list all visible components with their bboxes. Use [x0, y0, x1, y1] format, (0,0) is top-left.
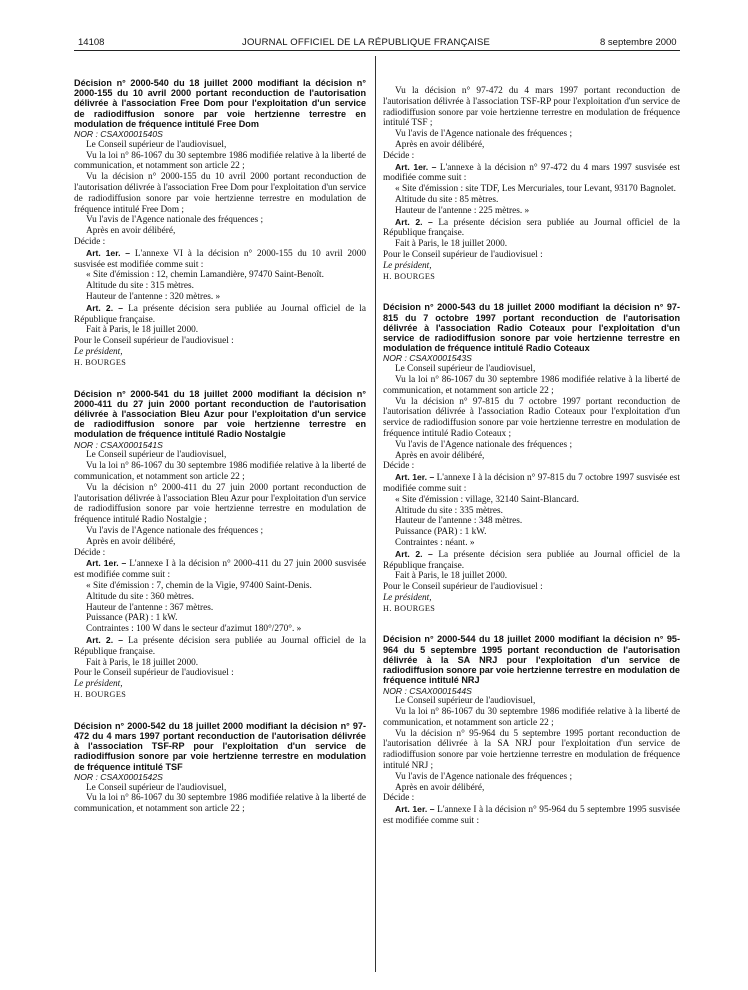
signature-name: H. BOURGES — [74, 357, 127, 367]
left-column — [74, 78, 366, 815]
signature-name: H. BOURGES — [74, 689, 127, 699]
annex-line: Puissance (PAR) : 1 kW. — [395, 527, 487, 538]
annex-line: « Site d'émission : site TDF, Les Mercuriales, tour Levant, 93170 Bagnolet. — [395, 184, 676, 195]
signature-name: H. BOURGES — [383, 271, 436, 281]
right-column — [383, 86, 680, 827]
decision-title: Décision n° 2000-544 du 18 juillet 2000 modifiant la décision n° 95-964 du 5 septembre 1995 portant reconduction de l'autorisation délivrée à la SA NRJ pour l'exploitation d'un service de radiodiffusion sonore par voie hertzienne terrestre en modulation de fréquence intitulé NRJ — [383, 634, 680, 686]
article-label: Art. 1er. – — [86, 247, 131, 258]
paragraph: Vu la loi n° 86-1067 du 30 septembre 1986 modifiée relative à la liberté de communication, et notamment son article 22 ; — [383, 374, 680, 396]
article-label: Art. 1er. – — [395, 161, 437, 172]
article-text: L'annexe à la décision n° 97-472 du 4 mars 1997 susvisée est modifiée comme suit : — [383, 162, 680, 184]
paragraph: Le Conseil supérieur de l'audiovisuel, — [395, 364, 536, 375]
paragraph: Vu l'avis de l'Agence nationale des fréquences ; — [86, 215, 264, 226]
decision-title: Décision n° 2000-541 du 18 juillet 2000 modifiant la décision n° 2000-411 du 27 juin 2000 portant reconduction de l'autorisation délivrée à l'association Bleu Azur pour l'exploitation d'un service de radiodiffusion sonore par voie hertzienne terrestre en modulation de fréquence intitulé Radio Nostalgie — [74, 388, 366, 440]
decision-2000-541 — [74, 389, 366, 701]
article-1 — [74, 558, 366, 581]
signature-date: Fait à Paris, le 18 juillet 2000. — [86, 657, 199, 668]
paragraph: Vu l'avis de l'Agence nationale des fréquences ; — [395, 129, 573, 140]
article-label: Art. 1er. – — [395, 472, 435, 483]
paragraph: Le Conseil supérieur de l'audiovisuel, — [86, 450, 227, 461]
signature-date: Fait à Paris, le 18 juillet 2000. — [395, 239, 508, 250]
paragraph: Vu l'avis de l'Agence nationale des fréquences ; — [395, 771, 573, 782]
paragraph: Le Conseil supérieur de l'audiovisuel, — [86, 782, 227, 793]
article-1 — [74, 248, 366, 271]
signature-authority: Pour le Conseil supérieur de l'audiovisuel : — [74, 668, 234, 679]
annex-line: « Site d'émission : 12, chemin Lamandière, 97470 Saint-Benoît. — [86, 270, 324, 281]
paragraph: Vu la décision n° 2000-155 du 10 avril 2000 portant reconduction de l'autorisation délivrée à l'association Free Dom pour l'exploitation d'un service de radiodiffusion sonore par voie hertzienne terrestre en modulation de fréquence intitulé Free Dom ; — [74, 172, 366, 215]
annex-line: Contraintes : 100 W dans le secteur d'azimut 180°/270°. » — [86, 624, 302, 635]
decision-2000-544 — [383, 634, 680, 826]
article-text: L'annexe I à la décision n° 95-964 du 5 septembre 1995 susvisée est modifiée comme suit : — [383, 805, 681, 827]
article-label: Art. 1er. – — [86, 558, 127, 569]
signature-authority: Pour le Conseil supérieur de l'audiovisuel : — [383, 249, 543, 260]
annex-line: Altitude du site : 85 mètres. — [395, 194, 499, 205]
nor-reference: NOR : CSAX0001542S — [74, 771, 163, 782]
article-label: Art. 2. – — [86, 302, 123, 313]
signature-date: Fait à Paris, le 18 juillet 2000. — [86, 325, 199, 336]
decision-2000-540 — [74, 78, 366, 369]
paragraph: Vu la loi n° 86-1067 du 30 septembre 1986 modifiée relative à la liberté de communication, et notamment son article 22 ; — [74, 150, 366, 172]
paragraph: Vu la loi n° 86-1067 du 30 septembre 1986 modifiée relative à la liberté de communication, et notamment son article 22 ; — [74, 461, 366, 482]
paragraph: Après en avoir délibéré, — [86, 226, 176, 237]
article-1 — [383, 472, 680, 495]
annex-line: Hauteur de l'antenne : 348 mètres. — [395, 516, 523, 527]
signature-role: Le président, — [74, 679, 123, 690]
paragraph: Le Conseil supérieur de l'audiovisuel, — [395, 696, 536, 707]
paragraph: Après en avoir délibéré, — [395, 450, 485, 461]
paragraph: Vu la décision n° 97-472 du 4 mars 1997 portant reconduction de l'autorisation délivrée à l'association TSF-RP pour l'exploitation d'un service de radiodiffusion sonore par voie hertzienne terrestre en modulation de fréquence intitulé TSF ; — [383, 86, 680, 129]
paragraph: Vu la loi n° 86-1067 du 30 septembre 1986 modifiée relative à la liberté de communication, et notamment son article 22 ; — [74, 793, 366, 815]
article-2 — [74, 303, 366, 326]
article-2 — [383, 549, 680, 572]
annex-line: Altitude du site : 315 mètres. — [86, 281, 194, 292]
decide-heading: Décide : — [383, 793, 415, 804]
decide-heading: Décide : — [383, 150, 415, 161]
page-number: 14108 — [78, 37, 105, 48]
paragraph: Vu la décision n° 2000-411 du 27 juin 2000 portant reconduction de l'autorisation délivrée à l'association Bleu Azur pour l'exploitation d'un service de radiodiffusion sonore par voie hertzienne terrestre en modulation de fréquence intitulé Radio Nostalgie ; — [74, 482, 366, 526]
decision-title: Décision n° 2000-540 du 18 juillet 2000 modifiant la décision n° 2000-155 du 10 avril 2000 portant reconduction de l'autorisation délivrée à l'association Free Dom pour l'exploitation d'un service de radiodiffusion sonore par voie hertzienne terrestre en modulation de fréquence intitulé Free Dom — [74, 78, 366, 129]
article-label: Art. 2. – — [395, 216, 433, 227]
decision-2000-543 — [383, 302, 680, 614]
paragraph: Vu la décision n° 97-815 du 7 octobre 1997 portant reconduction de l'autorisation délivrée à l'association Radio Coteaux pour l'exploitation d'un service de radiodiffusion sonore par voie hertzienne terrestre en modulation de fréquence intitulé Radio Coteaux ; — [383, 396, 680, 439]
paragraph: Après en avoir délibéré, — [395, 782, 485, 793]
header-rule — [74, 50, 680, 51]
decide-heading: Décide : — [74, 236, 106, 247]
signature-authority: Pour le Conseil supérieur de l'audiovisuel : — [383, 582, 543, 593]
annex-line: Hauteur de l'antenne : 225 mètres. » — [395, 205, 530, 216]
decision-title: Décision n° 2000-542 du 18 juillet 2000 modifiant la décision n° 97-472 du 4 mars 1997 portant reconduction de l'autorisation délivrée à l'association TSF-RP pour l'exploitation d'un service de radiodiffusion sonore par voie hertzienne terrestre en modulation de fréquence intitulé TSF — [74, 720, 366, 772]
decide-heading: Décide : — [383, 461, 415, 472]
signature-date: Fait à Paris, le 18 juillet 2000. — [395, 571, 508, 582]
article-text: La présente décision sera publiée au Journal officiel de la République française. — [383, 217, 680, 239]
annex-line: « Site d'émission : 7, chemin de la Vigie, 97400 Saint-Denis. — [86, 580, 312, 591]
issue-date: 8 septembre 2000 — [600, 37, 677, 48]
signature-role: Le président, — [383, 260, 432, 271]
article-text: La présente décision sera publiée au Journal officiel de la République française. — [383, 549, 680, 571]
paragraph: Vu l'avis de l'Agence nationale des fréquences ; — [86, 525, 264, 536]
signature-role: Le président, — [383, 592, 432, 603]
signature-role: Le président, — [74, 346, 123, 357]
journal-title: JOURNAL OFFICIEL DE LA RÉPUBLIQUE FRANÇAISE — [242, 37, 491, 48]
article-label: Art. 1er. – — [395, 804, 435, 815]
nor-reference: NOR : CSAX0001541S — [74, 439, 163, 450]
decision-2000-542-continued — [383, 86, 680, 282]
article-text: La présente décision sera publiée au Journal officiel de la République française. — [74, 635, 366, 657]
article-text: La présente décision sera publiée au Journal officiel de la République française. — [74, 303, 366, 325]
article-2 — [74, 635, 366, 658]
paragraph: Vu l'avis de l'Agence nationale des fréquences ; — [395, 439, 573, 450]
paragraph: Le Conseil supérieur de l'audiovisuel, — [86, 139, 227, 150]
article-text: L'annexe I à la décision n° 97-815 du 7 octobre 1997 susvisée est modifiée comme suit : — [383, 473, 681, 494]
paragraph: Vu la loi n° 86-1067 du 30 septembre 1986 modifiée relative à la liberté de communication, et notamment son article 22 ; — [383, 707, 680, 728]
paragraph: Après en avoir délibéré, — [86, 536, 176, 547]
nor-reference: NOR : CSAX0001543S — [383, 353, 472, 364]
article-1 — [383, 162, 680, 185]
signature-authority: Pour le Conseil supérieur de l'audiovisuel : — [74, 336, 234, 347]
nor-reference: NOR : CSAX0001544S — [383, 685, 472, 696]
nor-reference: NOR : CSAX0001540S — [74, 129, 163, 140]
article-2 — [383, 217, 680, 240]
article-label: Art. 2. – — [395, 548, 433, 559]
page-header — [0, 0, 748, 60]
article-label: Art. 2. – — [86, 634, 123, 645]
annex-line: Hauteur de l'antenne : 320 mètres. » — [86, 291, 221, 302]
paragraph: Vu la décision n° 95-964 du 5 septembre 1995 portant reconduction de l'autorisation délivrée à la SA NRJ pour l'exploitation d'un service de radiodiffusion sonore par voie hertzienne terrestre en modulation de fréquence intitulé NRJ ; — [383, 728, 680, 772]
annex-line: Altitude du site : 360 mètres. — [86, 591, 194, 602]
annex-line: Altitude du site : 335 mètres. — [395, 505, 503, 516]
paragraph: Après en avoir délibéré, — [395, 139, 485, 150]
decision-2000-542 — [74, 721, 366, 815]
annex-line: « Site d'émission : village, 32140 Saint-Blancard. — [395, 494, 579, 505]
article-text: L'annexe VI à la décision n° 2000-155 du 10 avril 2000 susvisée est modifiée comme suit : — [74, 248, 366, 270]
signature-name: H. BOURGES — [383, 603, 436, 613]
column-separator — [375, 56, 376, 972]
article-text: L'annexe I à la décision n° 2000-411 du 27 juin 2000 susvisée est modifiée comme suit : — [74, 559, 367, 581]
article-1 — [383, 804, 680, 827]
decision-title: Décision n° 2000-543 du 18 juillet 2000 modifiant la décision n° 97-815 du 7 octobre 1997 portant reconduction de l'autorisation délivrée à l'association Radio Coteaux pour l'exploitation d'un service de radiodiffusion sonore par voie hertzienne terrestre en modulation de fréquence intitulé Radio Coteaux — [383, 302, 680, 354]
annex-line: Contraintes : néant. » — [395, 537, 475, 548]
annex-line: Puissance (PAR) : 1 kW. — [86, 613, 178, 624]
decide-heading: Décide : — [74, 547, 106, 558]
annex-line: Hauteur de l'antenne : 367 mètres. — [86, 602, 214, 613]
